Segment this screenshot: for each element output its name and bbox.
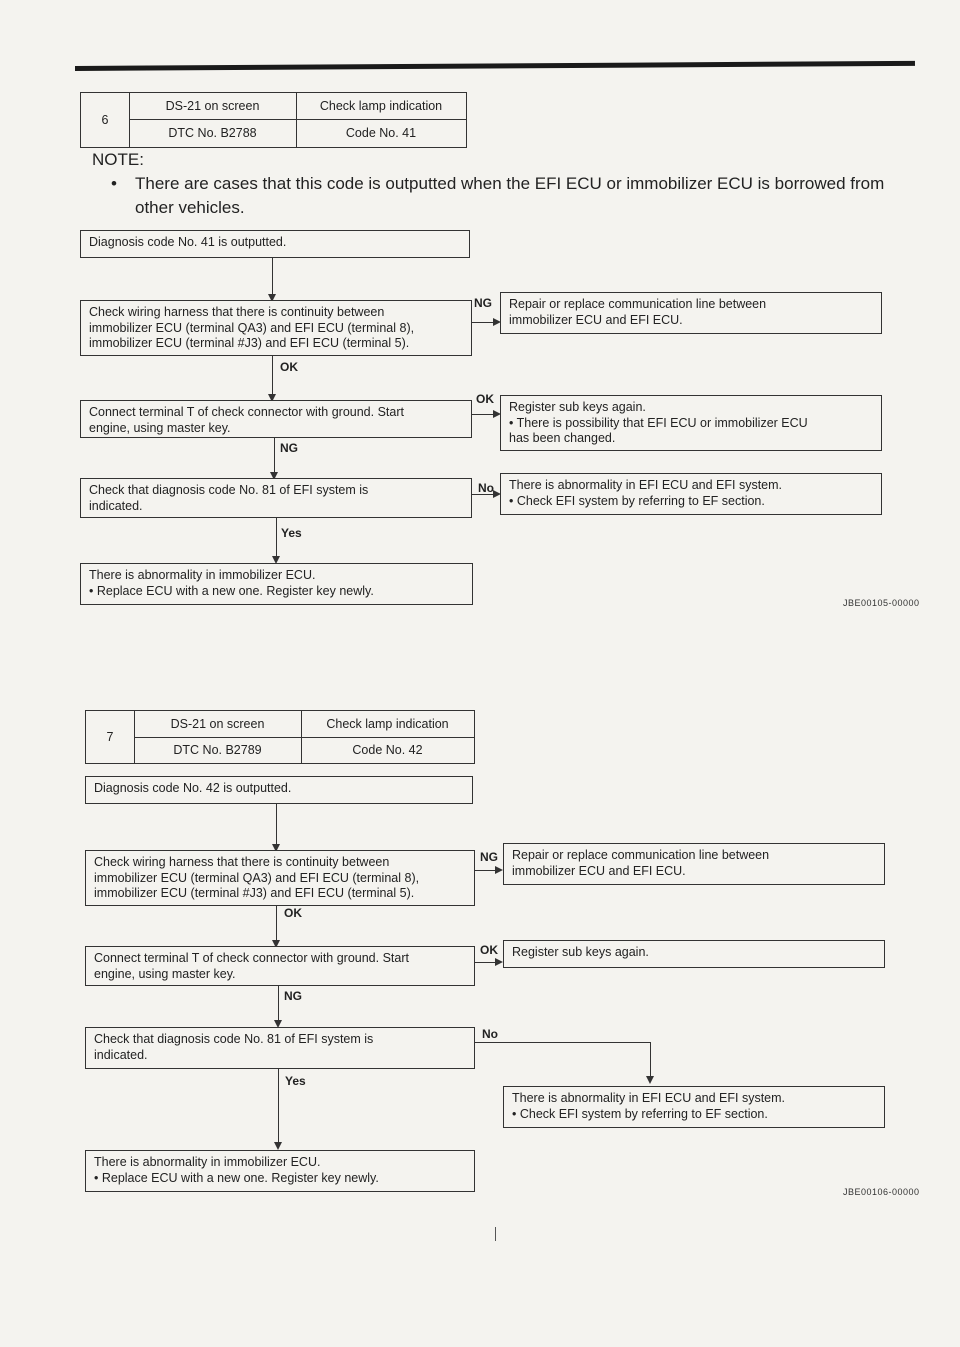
section7-dtc: DTC No. B2789 xyxy=(173,743,262,757)
flow6-step2-ok-result: Register sub keys again. • There is possibility that EFI ECU or immobilizer ECU has been changed. xyxy=(500,395,882,451)
section7-header-table xyxy=(85,710,475,764)
page-mark xyxy=(495,1227,496,1241)
flow7-ok-label-2: OK xyxy=(480,943,498,957)
flow6-start: Diagnosis code No. 41 is outputted. xyxy=(80,230,470,258)
flow7-step3-no-result: There is abnormality in EFI ECU and EFI system. • Check EFI system by referring to EF section. xyxy=(503,1086,885,1128)
flow7-step2: Connect terminal T of check connector with ground. Start engine, using master key. xyxy=(85,946,475,986)
flow6-ok-label-2: OK xyxy=(476,392,494,406)
flow7-yes-label: Yes xyxy=(285,1074,306,1088)
section7-ds21-label: DS-21 on screen xyxy=(170,717,265,731)
top-rule xyxy=(75,61,915,71)
section6-code: Code No. 41 xyxy=(345,126,417,140)
section7-check-lamp-label: Check lamp indication xyxy=(326,717,449,731)
note-text: There are cases that this code is outputted when the EFI ECU or immobilizer ECU is borrowed from other vehicles. xyxy=(135,174,885,217)
flow6-step3-no-result: There is abnormality in EFI ECU and EFI system. • Check EFI system by referring to EF section. xyxy=(500,473,882,515)
flow7-start: Diagnosis code No. 42 is outputted. xyxy=(85,776,473,804)
section6-ds21-label: DS-21 on screen xyxy=(165,99,260,113)
flow6-ok-label-1: OK xyxy=(280,360,298,374)
flow7-ok-label-1: OK xyxy=(284,906,302,920)
flow7-step2-ok-result: Register sub keys again. xyxy=(503,940,885,968)
flow7-final: There is abnormality in immobilizer ECU. • Replace ECU with a new one. Register key newly. xyxy=(85,1150,475,1192)
flow7-step3: Check that diagnosis code No. 81 of EFI system is indicated. xyxy=(85,1027,475,1069)
flow7-step1: Check wiring harness that there is continuity between immobilizer ECU (terminal QA3) and EFI ECU (terminal 8), immobilizer ECU (terminal #J3) and EFI ECU (terminal 5). xyxy=(85,850,475,906)
section6-check-lamp-label: Check lamp indication xyxy=(319,99,443,113)
section6-header-table xyxy=(80,92,467,148)
flow7-ref-code: JBE00106-00000 xyxy=(843,1187,920,1197)
flow6-ref-code: JBE00105-00000 xyxy=(843,598,920,608)
flow7-step1-ng-result: Repair or replace communication line between immobilizer ECU and EFI ECU. xyxy=(503,843,885,885)
flow6-step1: Check wiring harness that there is continuity between immobilizer ECU (terminal QA3) and EFI ECU (terminal 8), immobilizer ECU (terminal #J3) and EFI ECU (terminal 5). xyxy=(80,300,472,356)
section6-dtc: DTC No. B2788 xyxy=(168,126,257,140)
section7-number: 7 xyxy=(86,711,135,763)
flow6-no-label: No xyxy=(478,481,494,495)
flow6-step2: Connect terminal T of check connector with ground. Start engine, using master key. xyxy=(80,400,472,438)
note-title: NOTE: xyxy=(92,150,144,169)
flow6-yes-label: Yes xyxy=(281,526,302,540)
flow7-no-label: No xyxy=(482,1027,498,1041)
flow6-ng-label-2: NG xyxy=(280,441,298,455)
flow6-step1-ng-result: Repair or replace communication line between immobilizer ECU and EFI ECU. xyxy=(500,292,882,334)
flow6-final: There is abnormality in immobilizer ECU. • Replace ECU with a new one. Register key newly. xyxy=(80,563,473,605)
flow6-ng-label-1: NG xyxy=(474,296,492,310)
flow7-ng-label-1: NG xyxy=(480,850,498,864)
flow7-ng-label-2: NG xyxy=(284,989,302,1003)
flow6-step3: Check that diagnosis code No. 81 of EFI system is indicated. xyxy=(80,478,472,518)
section7-code: Code No. 42 xyxy=(352,743,423,757)
section6-number: 6 xyxy=(81,93,130,147)
